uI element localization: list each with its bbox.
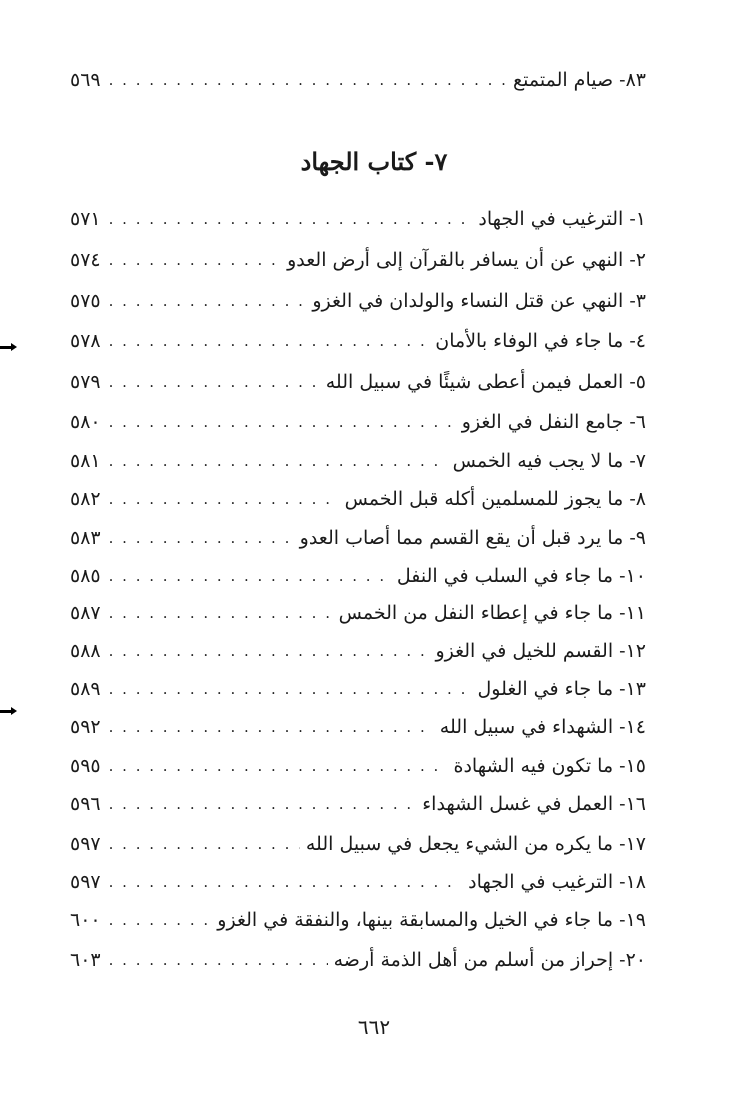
margin-mark bbox=[0, 710, 12, 713]
toc-entry bbox=[70, 283, 646, 319]
toc-entry-title: ١١- ما جاء في إعطاء النفل من الخمس bbox=[338, 602, 646, 624]
toc-entry-title: ٢٠- إحراز من أسلم من أهل الذمة أرضه bbox=[333, 949, 646, 971]
toc-entry-page: ٥٧٤ bbox=[70, 249, 101, 271]
toc-entry-title: ١٣- ما جاء في الغلول bbox=[477, 678, 646, 700]
toc-leader-dots bbox=[109, 558, 391, 594]
toc-entry bbox=[70, 786, 646, 822]
toc-entry-page: ٥٨٢ bbox=[70, 488, 101, 510]
toc-entry bbox=[70, 671, 646, 707]
toc-entry-title: ٤- ما جاء في الوفاء بالأمان bbox=[435, 330, 646, 352]
toc-entry bbox=[70, 826, 646, 862]
toc-entry-page: ٥٨٠ bbox=[70, 411, 101, 433]
toc-entry bbox=[70, 323, 646, 359]
toc-entry-page: ٥٩٥ bbox=[70, 755, 101, 777]
toc-leader-dots bbox=[109, 62, 507, 98]
toc-entry-page: ٥٨٨ bbox=[70, 640, 101, 662]
toc-entry-top bbox=[70, 62, 646, 98]
toc-leader-dots bbox=[109, 443, 447, 479]
toc-entry-title: ٩- ما يرد قبل أن يقع القسم مما أصاب العدو bbox=[299, 527, 646, 549]
toc-entry-page: ٥٨٣ bbox=[70, 527, 101, 549]
toc-entry-title: ٦- جامع النفل في الغزو bbox=[461, 411, 646, 433]
toc-entry-page: ٥٨٧ bbox=[70, 602, 101, 624]
toc-entry-title: ١٠- ما جاء في السلب في النفل bbox=[396, 565, 646, 587]
toc-entry bbox=[70, 481, 646, 517]
toc-leader-dots bbox=[109, 595, 333, 631]
toc-leader-dots bbox=[109, 786, 417, 822]
toc-leader-dots bbox=[109, 201, 473, 237]
toc-leader-dots bbox=[109, 826, 300, 862]
toc-entry bbox=[70, 902, 646, 938]
toc-entry-page: ٥٩٧ bbox=[70, 871, 101, 893]
toc-entry-page: ٥٦٩ bbox=[70, 69, 101, 91]
toc-leader-dots bbox=[109, 671, 472, 707]
toc-entry-page: ٥٨١ bbox=[70, 450, 101, 472]
toc-leader-dots bbox=[109, 364, 320, 400]
toc-entry-title: ٢- النهي عن أن يسافر بالقرآن إلى أرض العدو bbox=[287, 249, 646, 271]
toc-entry-title: ٨- ما يجوز للمسلمين أكله قبل الخمس bbox=[344, 488, 646, 510]
toc-entry-page: ٥٧٥ bbox=[70, 290, 101, 312]
toc-entry-page: ٥٨٥ bbox=[70, 565, 101, 587]
toc-leader-dots bbox=[109, 748, 448, 784]
toc-entry-page: ٥٨٩ bbox=[70, 678, 101, 700]
toc-entry-title: ١٥- ما تكون فيه الشهادة bbox=[453, 755, 646, 777]
toc-entry-page: ٦٠٠ bbox=[70, 909, 101, 931]
toc-entry bbox=[70, 404, 646, 440]
toc-leader-dots bbox=[109, 323, 430, 359]
toc-entry bbox=[70, 520, 646, 556]
toc-entry-page: ٥٧٩ bbox=[70, 371, 101, 393]
page-number: ٦٦٢ bbox=[357, 1015, 391, 1039]
toc-entry-page: ٥٧١ bbox=[70, 208, 101, 230]
toc-entry-title: ١٢- القسم للخيل في الغزو bbox=[435, 640, 646, 662]
toc-entry bbox=[70, 558, 646, 594]
toc-entry bbox=[70, 201, 646, 237]
toc-entry bbox=[70, 633, 646, 669]
toc-entry bbox=[70, 864, 646, 900]
margin-mark bbox=[0, 346, 12, 349]
toc-entry-title: ٧- ما لا يجب فيه الخمس bbox=[452, 450, 646, 472]
toc-leader-dots bbox=[109, 242, 281, 278]
toc-entry bbox=[70, 242, 646, 278]
toc-entry-title: ١٤- الشهداء في سبيل الله bbox=[439, 716, 646, 738]
toc-leader-dots bbox=[109, 709, 434, 745]
toc-entry-title: ١٧- ما يكره من الشيء يجعل في سبيل الله bbox=[305, 833, 646, 855]
section-heading: ٧- كتاب الجهاد bbox=[300, 147, 448, 176]
toc-entry-page: ٥٩٦ bbox=[70, 793, 101, 815]
toc-entry-title: ٣- النهي عن قتل النساء والولدان في الغزو bbox=[312, 290, 646, 312]
toc-entry-title: ١٦- العمل في غسل الشهداء bbox=[422, 793, 646, 815]
toc-leader-dots bbox=[109, 942, 328, 978]
toc-entry bbox=[70, 942, 646, 978]
toc-entry-page: ٦٠٣ bbox=[70, 949, 101, 971]
toc-entry bbox=[70, 748, 646, 784]
toc-leader-dots bbox=[109, 520, 294, 556]
toc-entry bbox=[70, 364, 646, 400]
toc-entry-title: ١- الترغيب في الجهاد bbox=[478, 208, 646, 230]
toc-entry bbox=[70, 595, 646, 631]
toc-entry bbox=[70, 709, 646, 745]
toc-entry bbox=[70, 443, 646, 479]
toc-leader-dots bbox=[109, 864, 463, 900]
toc-leader-dots bbox=[109, 481, 339, 517]
toc-entry-page: ٥٧٨ bbox=[70, 330, 101, 352]
toc-leader-dots bbox=[109, 633, 430, 669]
toc-entry-title: ١٩- ما جاء في الخيل والمسابقة بينها، والنفقة في الغزو bbox=[217, 909, 646, 931]
toc-entry-title: ٥- العمل فيمن أعطى شيئًا في سبيل الله bbox=[325, 371, 646, 393]
toc-entry-title: ١٨- الترغيب في الجهاد bbox=[468, 871, 646, 893]
toc-leader-dots bbox=[109, 902, 212, 938]
toc-entry-title: ٨٣- صيام المتمتع bbox=[513, 69, 646, 91]
toc-entry-page: ٥٩٢ bbox=[70, 716, 101, 738]
toc-leader-dots bbox=[109, 404, 456, 440]
toc-entry-page: ٥٩٧ bbox=[70, 833, 101, 855]
toc-leader-dots bbox=[109, 283, 307, 319]
